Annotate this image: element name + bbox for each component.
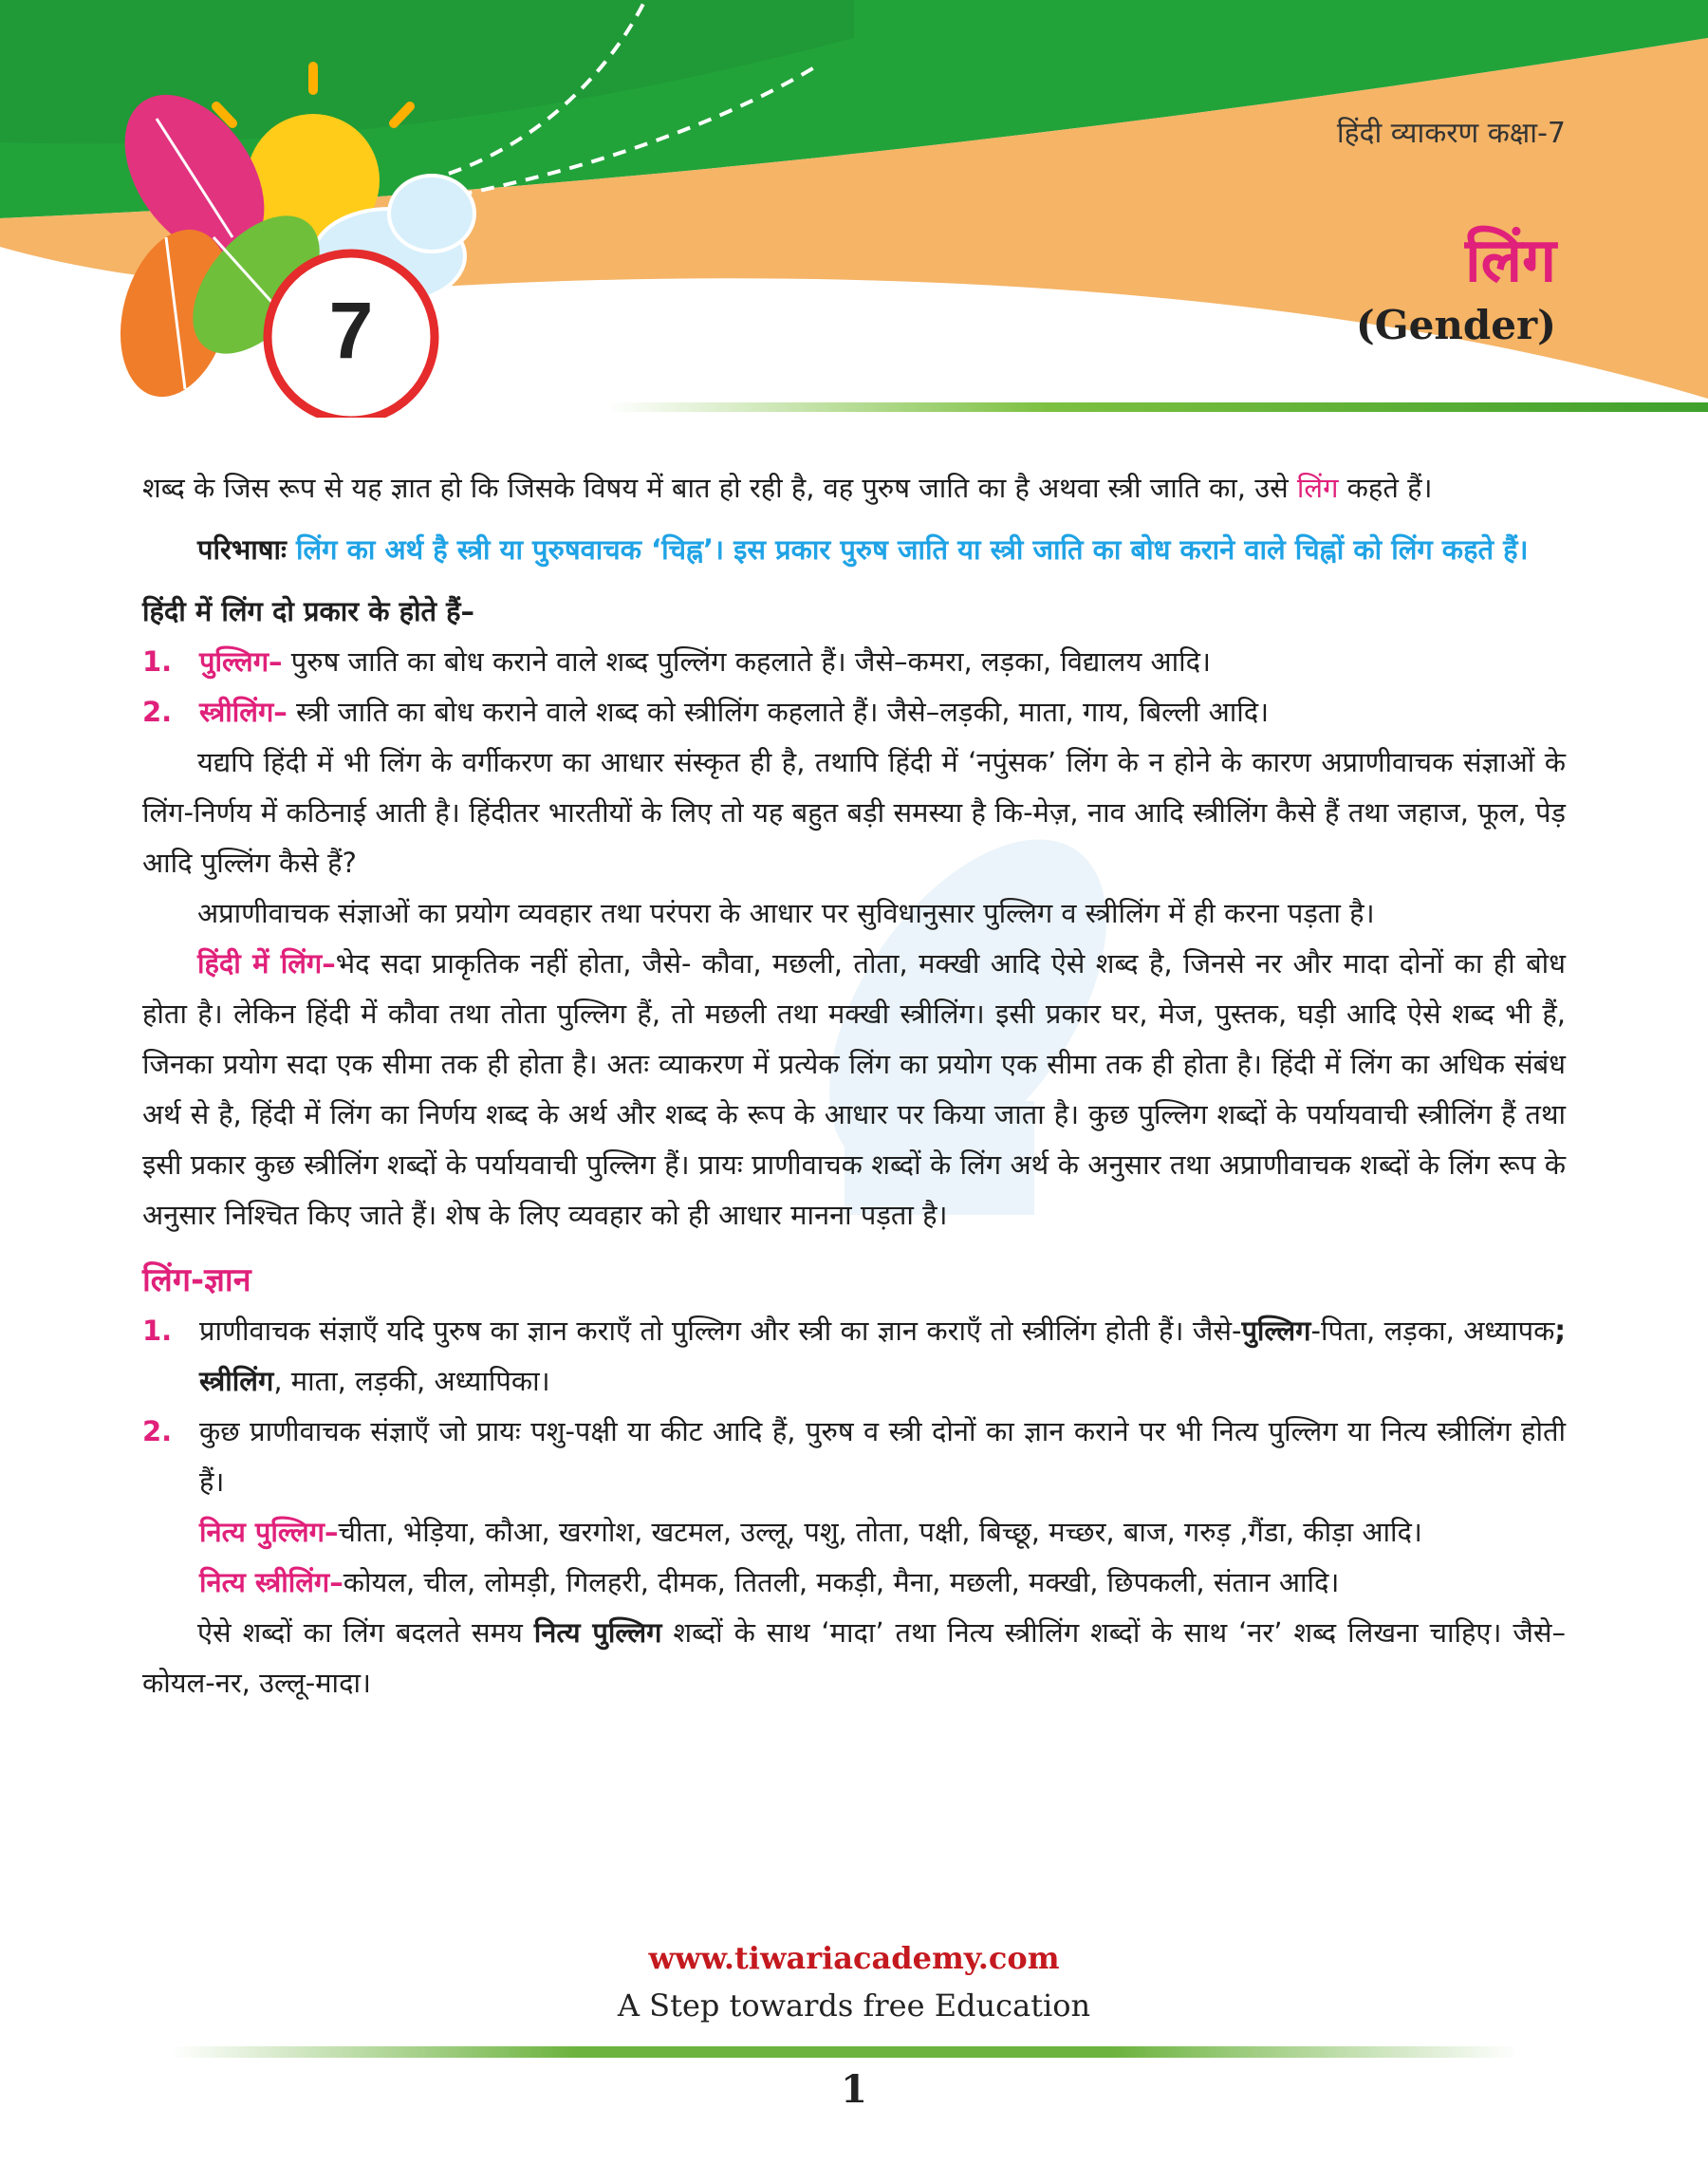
paragraph-3-label: हिंदी में लिंग– — [197, 947, 336, 980]
nitya-striling-line: नित्य स्त्रीलिंग–कोयल, चील, लोमड़ी, गिलहरी, दीमक, तितली, मकड़ी, मैना, मछली, मक्खी, छिपकली, संतान आदि। — [199, 1566, 1340, 1598]
paragraph-1: यद्यपि हिंदी में भी लिंग के वर्गीकरण का आधार संस्कृत ही है, तथापि हिंदी में ‘नपुंसक’ लिंग के न होने के कारण अप्राणीवाचक संज्ञाओं के लिंग-निर्णय में कठिनाई आती है। हिंदीतर भारतीयों के लिए तो यह बहुत बड़ी समस्या है कि-मेज़, नाव आदि स्त्रीलिंग कैसे हैं तथा जहाज, फूल, पेड़ आदि पुल्लिंग कैसे हैं? — [142, 746, 1566, 879]
intro-highlight: लिंग — [1296, 472, 1339, 504]
list-number: 2. — [142, 1415, 173, 1447]
footer-tagline: A Step towards free Education — [617, 1987, 1091, 2024]
definition-label: परिभाषाः — [197, 533, 296, 566]
list-item: 2. स्त्रीलिंग– स्त्री जाति का बोध कराने वाले शब्द को स्त्रीलिंग कहलाते हैं। जैसे–लड़की, माता, गाय, बिल्ली आदि। — [142, 687, 1566, 737]
list-term: स्त्रीलिंग– — [199, 696, 288, 728]
footer-divider — [171, 2046, 1518, 2058]
nitya-pullinga-label: नित्य पुल्लिग– — [199, 1516, 339, 1548]
main-content — [142, 463, 1566, 1708]
list-term: पुल्लिग– — [199, 645, 283, 678]
nitya-striling-label: नित्य स्त्रीलिंग– — [199, 1566, 343, 1598]
nitya-pullinga-line: नित्य पुल्लिग–चीता, भेड़िया, कौआ, खरगोश, खटमल, उल्लू, पशु, तोता, पक्षी, बिच्छू, मच्छर, बाज, गरुड़ ,गैंडा, कीड़ा आदि। — [199, 1516, 1422, 1548]
book-title: हिंदी व्याकरण कक्षा-7 — [1336, 117, 1566, 150]
header-artwork — [0, 0, 1708, 418]
types-heading: हिंदी में लिंग दो प्रकार के होते हैं– — [142, 595, 475, 627]
definition-paragraph — [142, 525, 1566, 575]
list-item: 1. पुल्लिग– पुरुष जाति का बोध कराने वाले शब्द पुल्लिंग कहलाते हैं। जैसे–कमरा, लड़का, विद्यालय आदि। — [142, 637, 1566, 687]
list-item: 1. प्राणीवाचक संज्ञाएँ यदि पुरुष का ज्ञान कराएँ तो पुल्लिग और स्त्री का ज्ञान कराएँ तो स्त्रीलिंग होती हैं। जैसे-पुल्लिग-पिता, लड़का, अध्यापक; स्त्रीलिंग, माता, लड़की, अध्यापिका। — [142, 1306, 1566, 1407]
list-number: 1. — [142, 1315, 173, 1347]
closing-paragraph: ऐसे शब्दों का लिंग बदलते समय नित्य पुल्लिग शब्दों के साथ ‘मादा’ तथा नित्य स्त्रीलिंग शब्दों के साथ ‘नर’ शब्द लिखना चाहिए। जैसे–कोयल-नर, उल्लू-मादा। — [142, 1616, 1567, 1699]
header-divider — [607, 402, 1708, 412]
chapter-title: लिंग — [1465, 226, 1556, 296]
chapter-subtitle: (Gender) — [1355, 302, 1556, 348]
paragraph-3: हिंदी में लिंग–भेद सदा प्राकृतिक नहीं होता, जैसे- कौवा, मछली, तोता, मक्खी आदि ऐसे शब्द है, जिनसे नर और मादा दोनों का ही बोध होता है। लेकिन हिंदी में कौवा तथा तोता पुल्लिग हैं, तो मछली तथा मक्खी स्त्रीलिंग। इसी प्रकार घर, मेज, पुस्तक, घड़ी आदि ऐसे शब्द भी हैं, जिनका प्रयोग सदा एक सीमा तक ही होता है। अतः व्याकरण में प्रत्येक लिंग का प्रयोग एक सीमा तक ही होता है। हिंदी में लिंग का अधिक संबंध अर्थ से है, हिंदी में लिंग का निर्णय शब्द के अर्थ और शब्द के रूप के आधार पर किया जाता है। कुछ पुल्लिग शब्दों के पर्यायवाची स्त्रीलिंग हैं तथा इसी प्रकार कुछ स्त्रीलिंग शब्दों के पर्यायवाची पुल्लिग हैं। प्रायः प्राणीवाचक शब्दों के लिंग अर्थ के अनुसार तथा अप्राणीवाचक शब्दों के लिंग रूप के अनुसार निश्चित किए जाते हैं। शेष के लिए व्यवहार को ही आधार मानना पड़ता है। — [142, 947, 1566, 1231]
list-number: 2. — [142, 696, 173, 728]
paragraph-2: अप्राणीवाचक संज्ञाओं का प्रयोग व्यवहार तथा परंपरा के आधार पर सुविधानुसार पुल्लिग व स्त्रीलिंग में ही करना पड़ता है। — [197, 897, 1375, 929]
page-number: 1 — [841, 2067, 867, 2112]
intro-paragraph: शब्द के जिस रूप से यह ज्ञात हो कि जिसके विषय में बात हो रही है, वह पुरुष जाति का है अथवा स्त्री जाति का, उसे लिंग कहते हैं। — [142, 472, 1433, 504]
list-item: 2. कुछ प्राणीवाचक संज्ञाएँ जो प्रायः पशु-पक्षी या कीट आदि हैं, पुरुष व स्त्री दोनों का ज्ञान कराने पर भी नित्य पुल्लिग या नित्य स्त्रीलिंग होती हैं। — [142, 1407, 1566, 1507]
chapter-number: 7 — [328, 286, 374, 375]
footer-url-link[interactable]: www.tiwariacademy.com — [648, 1940, 1060, 1976]
list-number: 1. — [142, 645, 173, 678]
definition-text: लिंग का अर्थ है स्त्री या पुरुषवाचक ‘चिह्न’। इस प्रकार पुरुष जाति या स्त्री जाति का बोध कराने वाले चिह्नों को लिंग कहते हैं। — [295, 533, 1529, 566]
section-heading: लिंग-ज्ञान — [142, 1261, 251, 1299]
